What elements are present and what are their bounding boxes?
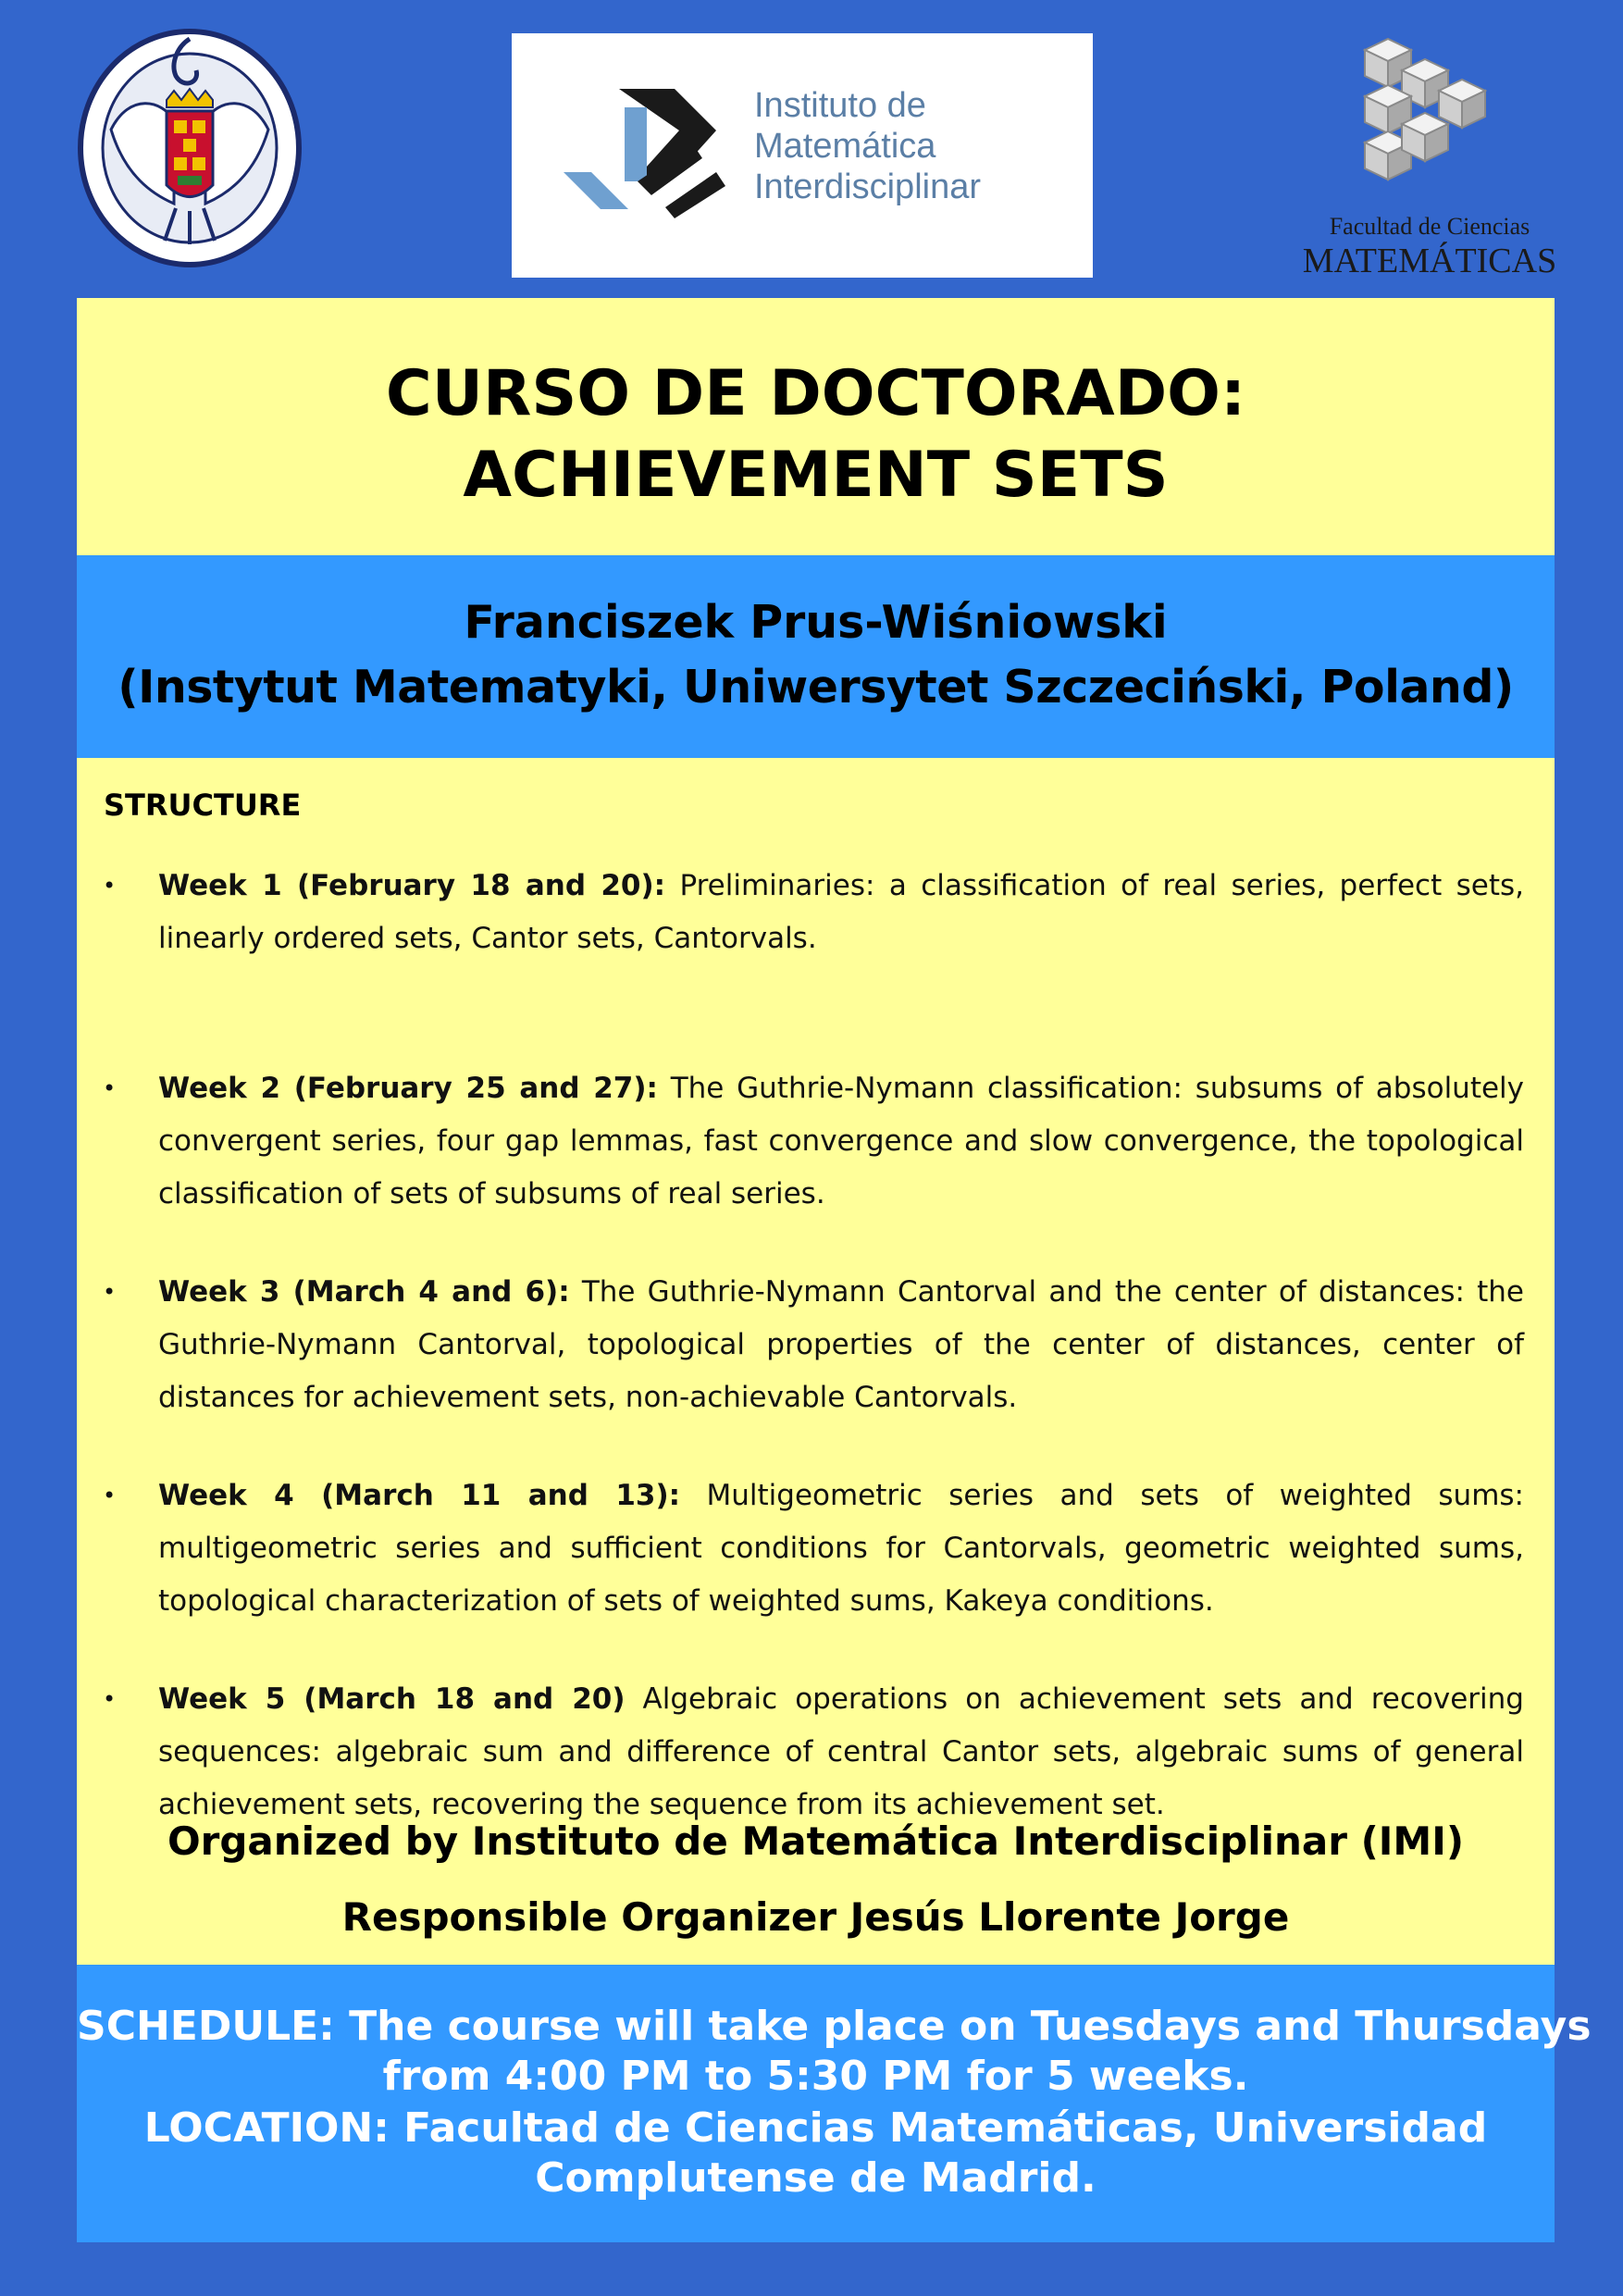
week-label: Week 3 (March 4 and 6):	[158, 1275, 570, 1309]
schedule-line2: from 4:00 PM to 5:30 PM for 5 weeks.	[382, 2053, 1249, 2100]
structure-panel	[77, 758, 1555, 1965]
week-text: The Guthrie-Nymann classification: subsums of absolutely convergent series, four gap lemmas, fast convergence and slow convergence, the topological classification of sets of subsums of real series.	[158, 1072, 1525, 1210]
week-label: Week 2 (February 25 and 27):	[158, 1072, 658, 1105]
organizer-line2: Responsible Organizer Jesús Llorente Jorge	[341, 1894, 1290, 1940]
schedule-block	[77, 2002, 1592, 2102]
location-line1: LOCATION: Facultad de Ciencias Matemáticas, Universidad	[143, 2104, 1488, 2152]
week-item	[103, 1266, 1524, 1424]
schedule-line1: SCHEDULE: The course will take place on Tuesdays and Thursdays	[77, 2003, 1592, 2050]
bullet-icon: •	[103, 1279, 117, 1305]
organizer-line1: Organized by Instituto de Matemática Interdisciplinar (IMI)	[167, 1818, 1465, 1864]
week-item	[103, 1062, 1525, 1221]
structure-heading: STRUCTURE	[104, 788, 302, 823]
ucm-seal-icon	[74, 19, 305, 270]
fcm-logo-line2: MATEMÁTICAS	[1302, 242, 1557, 280]
location-line2: Complutense de Madrid.	[535, 2154, 1096, 2202]
week-text: Preliminaries: a classification of real series, perfect sets, linearly ordered sets, Cantor sets, Cantorvals.	[158, 869, 1525, 955]
week-label: Week 1 (February 18 and 20):	[158, 869, 666, 902]
impossible-cubes-icon	[1346, 31, 1522, 217]
course-title-line1: CURSO DE DOCTORADO:	[385, 357, 1246, 430]
week-item	[103, 860, 1525, 965]
organizer-block	[77, 1804, 1555, 1955]
bullet-icon: •	[103, 873, 117, 899]
week-label: Week 5 (March 18 and 20)	[158, 1682, 626, 1716]
speaker-panel	[77, 555, 1555, 758]
title-panel	[77, 298, 1555, 555]
week-label: Week 4 (March 11 and 13):	[158, 1479, 681, 1512]
schedule-panel	[77, 1965, 1592, 2242]
imi-logo-box	[512, 33, 1093, 278]
week-text: Multigeometric series and sets of weighted sums: multigeometric series and sufficient conditions for Cantorvals, geometric weighted sums, topological characterization of sets of weighted sums, Kakeya conditions.	[158, 1479, 1524, 1618]
bullet-icon: •	[103, 1075, 117, 1101]
course-title	[77, 354, 1555, 516]
imi-logo-line: Matemática	[754, 127, 936, 166]
imi-logo-icon	[564, 89, 736, 237]
fcm-logo-line1: Facultad de Ciencias	[1329, 213, 1530, 240]
week-text: The Guthrie-Nymann Cantorval and the center of distances: the Guthrie-Nymann Cantorval, topological properties of the center of distances, center of distances for achievement sets, non-achievable Cantorvals.	[158, 1275, 1524, 1414]
course-title-line2: ACHIEVEMENT SETS	[463, 439, 1169, 512]
speaker-affiliation: (Instytut Matematyki, Uniwersytet Szczeciński, Poland)	[118, 661, 1514, 714]
imi-logo-line: Instituto de	[754, 86, 926, 125]
bullet-icon: •	[103, 1483, 117, 1508]
week-text: Algebraic operations on achievement sets and recovering sequences: algebraic sum and difference of central Cantor sets, algebraic sums of general achievement sets, recovering the sequence from its achievement set.	[158, 1682, 1524, 1821]
week-item	[103, 1470, 1524, 1628]
speaker-name: Franciszek Prus-Wiśniowski	[464, 596, 1168, 649]
imi-logo-line: Interdisciplinar	[754, 168, 981, 206]
bullet-icon: •	[103, 1686, 117, 1712]
location-block	[77, 2104, 1555, 2203]
imi-logo-text	[754, 85, 981, 207]
